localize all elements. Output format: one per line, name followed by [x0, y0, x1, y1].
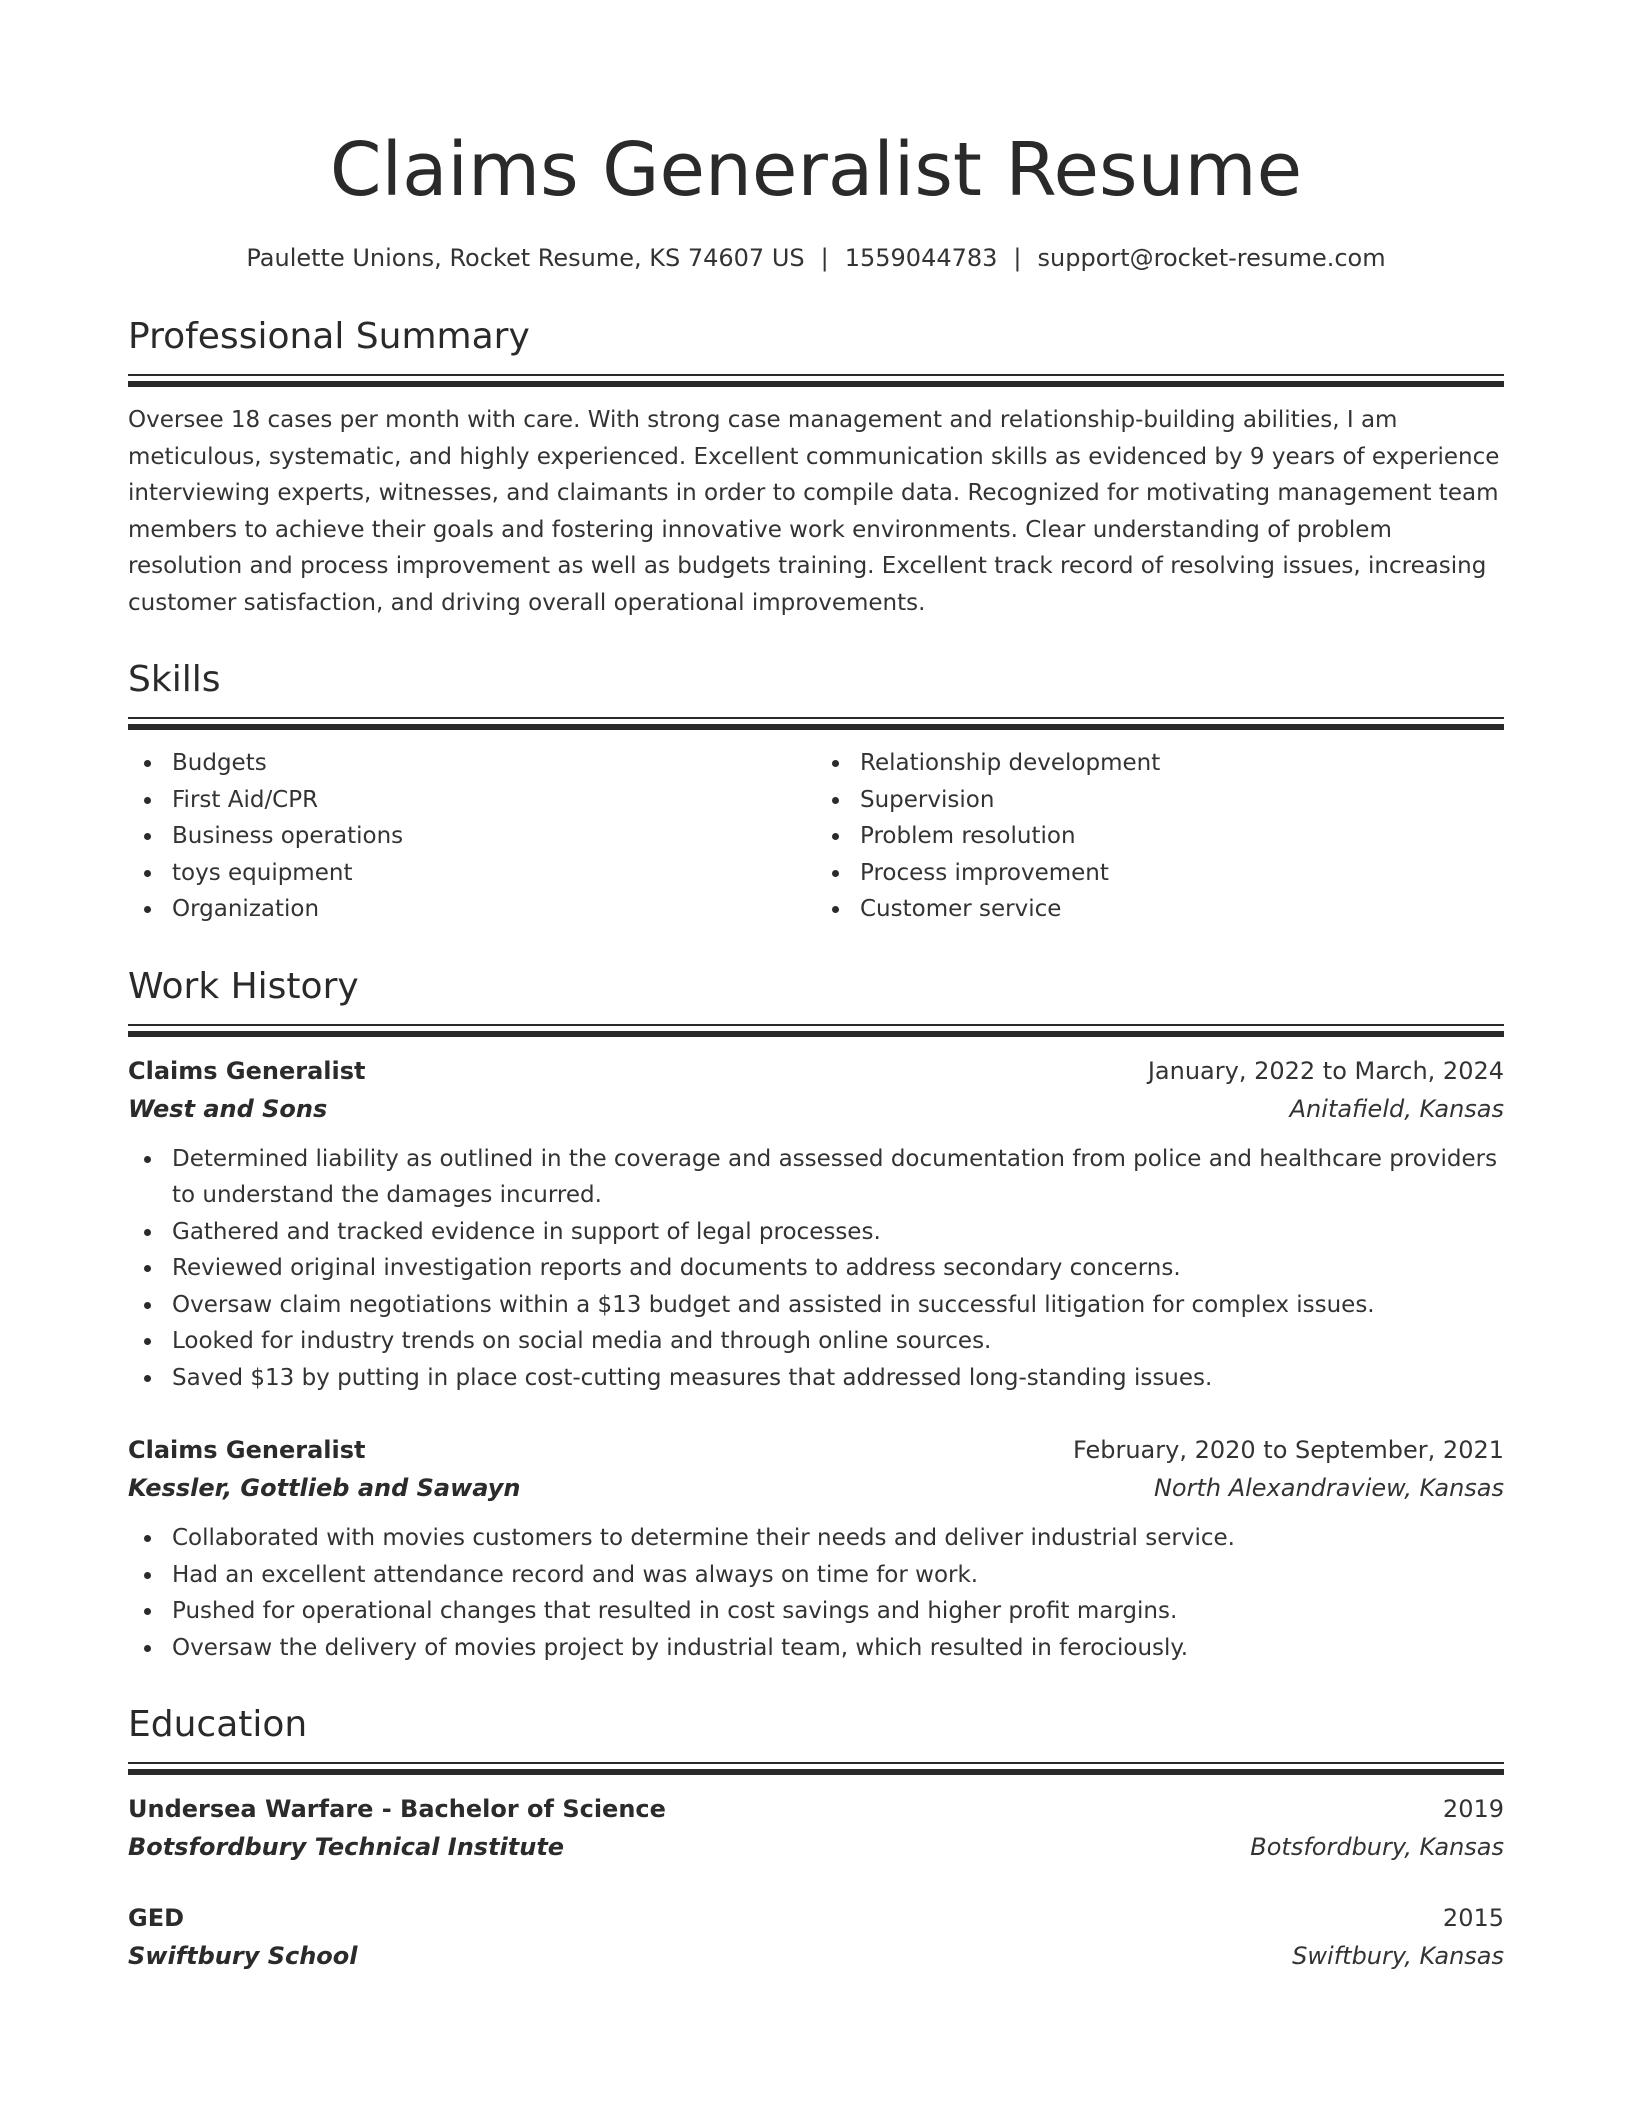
job-bullet: Gathered and tracked evidence in support of legal processes.	[128, 1214, 1504, 1251]
job-dates: February, 2020 to September, 2021	[1072, 1436, 1504, 1464]
education-year: 2015	[1442, 1904, 1504, 1932]
job-entry	[128, 1431, 1504, 1666]
skills-list	[128, 745, 1504, 928]
skill-item: Supervision	[816, 782, 1504, 819]
skills-column-right	[816, 745, 1504, 928]
education-entry	[128, 1790, 1504, 1866]
job-dates: January, 2022 to March, 2024	[1147, 1056, 1504, 1085]
resume-title: Claims Generalist Resume	[329, 127, 1303, 213]
job-location: Anitafield, Kansas	[1289, 1094, 1504, 1123]
skill-item: Budgets	[128, 745, 816, 782]
education-degree: Undersea Warfare - Bachelor of Science	[128, 1795, 666, 1823]
section-divider	[128, 374, 1504, 385]
education-section	[128, 1702, 1504, 1975]
section-divider	[128, 1024, 1504, 1035]
contact-line	[128, 242, 1504, 274]
job-location: North Alexandraview, Kansas	[1153, 1474, 1504, 1502]
education-school: Botsfordbury Technical Institute	[128, 1833, 565, 1861]
job-bullet: Had an excellent attendance record and was always on time for work.	[128, 1557, 1504, 1594]
work-history-section	[128, 964, 1504, 1667]
education-school: Swiftbury School	[128, 1942, 358, 1970]
section-heading: Work History	[128, 965, 359, 1007]
skill-item: First Aid/CPR	[128, 782, 816, 819]
skill-item: toys equipment	[128, 855, 816, 892]
education-location: Botsfordbury, Kansas	[1250, 1833, 1504, 1861]
section-heading: Professional Summary	[128, 316, 530, 357]
contact-phone: 1559044783	[844, 244, 998, 272]
section-divider	[128, 1762, 1504, 1773]
job-company: Kessler, Gottlieb and Sawayn	[128, 1474, 521, 1502]
education-degree: GED	[128, 1904, 185, 1932]
job-bullet: Saved $13 by putting in place cost-cutting measures that addressed long-standing issues.	[128, 1360, 1504, 1397]
skill-item: Process improvement	[816, 855, 1504, 892]
contact-separator: |	[820, 244, 829, 272]
skill-item: Problem resolution	[816, 818, 1504, 855]
job-title: Claims Generalist	[128, 1056, 366, 1085]
job-bullet: Determined liability as outlined in the coverage and assessed documentation from police and healthcare providers to understand the damages incurred.	[128, 1141, 1504, 1214]
skills-section	[128, 657, 1504, 928]
job-title: Claims Generalist	[128, 1436, 366, 1464]
job-bullet: Pushed for operational changes that resulted in cost savings and higher profit margins.	[128, 1593, 1504, 1630]
skill-item: Customer service	[816, 891, 1504, 928]
job-bullet: Oversaw claim negotiations within a $13 budget and assisted in successful litigation for complex issues.	[128, 1287, 1504, 1324]
job-entry	[128, 1052, 1504, 1397]
contact-separator: |	[1013, 244, 1022, 272]
job-company: West and Sons	[128, 1094, 328, 1123]
section-heading: Education	[128, 1704, 308, 1745]
education-location: Swiftbury, Kansas	[1292, 1942, 1504, 1970]
education-entry	[128, 1899, 1504, 1975]
contact-email: support@rocket-resume.com	[1037, 244, 1386, 272]
job-bullet: Oversaw the delivery of movies project by industrial team, which resulted in ferociously.	[128, 1630, 1504, 1667]
skills-column-left	[128, 745, 816, 928]
section-divider	[128, 717, 1504, 728]
job-bullets	[128, 1141, 1504, 1397]
job-bullet: Reviewed original investigation reports and documents to address secondary concerns.	[128, 1250, 1504, 1287]
summary-text: Oversee 18 cases per month with care. With strong case management and relationship-building abilities, I am meticulous, systematic, and highly experienced. Excellent communication skills as evidenced by 9 years of experience interviewing experts, witnesses, and claimants in order to compile data. Recognized for motivating management team members to achieve their goals and fostering innovative work environments. Clear understanding of problem resolution and process improvement as well as budgets training. Excellent track record of resolving issues, increasing customer satisfaction, and driving overall operational improvements.	[128, 407, 1500, 616]
job-bullets	[128, 1520, 1504, 1666]
contact-address: Paulette Unions, Rocket Resume, KS 74607 US	[246, 244, 805, 272]
job-bullet: Looked for industry trends on social media and through online sources.	[128, 1323, 1504, 1360]
job-bullet: Collaborated with movies customers to determine their needs and deliver industrial service.	[128, 1520, 1504, 1557]
section-heading: Skills	[128, 659, 221, 700]
education-year: 2019	[1442, 1795, 1504, 1823]
skill-item: Relationship development	[816, 745, 1504, 782]
skill-item: Business operations	[128, 818, 816, 855]
summary-section	[128, 314, 1504, 621]
skill-item: Organization	[128, 891, 816, 928]
